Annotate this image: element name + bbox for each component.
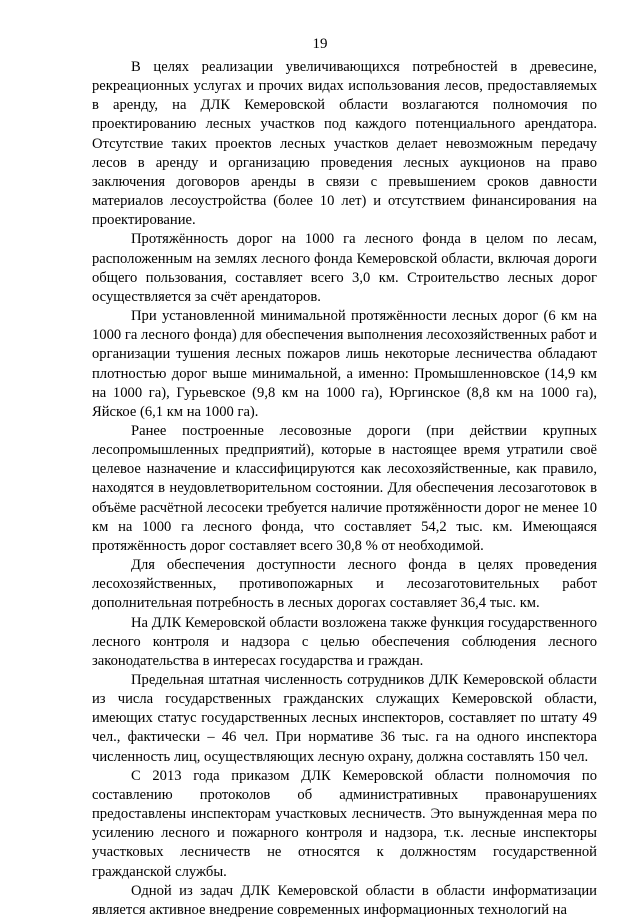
paragraph-road-length: Протяжённость дорог на 1000 га лесного фонда в целом по лесам, расположенным на землях лесного фонда Кемеровской области, включая дороги общего пользования, составляет всего 3,0 км. Строительство лесных дорог осуществляется за счёт арендаторов. xyxy=(92,231,597,305)
paragraph-road-density: При установленной минимальной протяжённости лесных дорог (6 км на 1000 га лесного фонда) для обеспечения выполнения лесохозяйственных работ и организации тушения лесных пожаров лишь некоторые лесничества обладают плотностью дорог выше минимальной, а именно: Промышленновское (14,9 км на 1000 га), Гурьевское (9,8 км на 1000 га), Юргинское (8,8 км на 1000 га), Яйское (6,1 км на 1000 га). xyxy=(92,308,597,420)
paragraph-road-demand: Для обеспечения доступности лесного фонда в целях проведения лесохозяйственных, противопожарных и лесозаготовительных работ дополнительная потребность в лесных дорогах составляет 36,4 тыс. км. xyxy=(92,557,597,612)
document-body xyxy=(92,58,597,920)
page-number: 19 xyxy=(312,36,328,52)
paragraph-forest-control: На ДЛК Кемеровской области возложена также функция государственного лесного контроля и надзора с целью обеспечения соблюдения лесного законодательства в интересах государства и граждан. xyxy=(92,614,597,669)
paragraph-logging-roads: Ранее построенные лесовозные дороги (при действии крупных лесопромышленных предприятий), которые в настоящее время утратили своё целевое назначение и классифицируются как лесохозяйственные, как правило, находятся в неудовлетворительном состоянии. Для обеспечения лесозаготовок в объёме расчётной лесосеки требуется наличие протяжённости дорог не менее 10 км на 1000 га лесного фонда, что составляет 54,2 тыс. км. Имеющаяся протяжённость дорог составляет всего 30,8 % от необходимой. xyxy=(92,422,597,554)
paragraph-protocols: С 2013 года приказом ДЛК Кемеровской области полномочия по составлению протоколов об административных правонарушениях предоставлены инспекторам участковых лесничеств. Это вынужденная мера по усилению лесного и пожарного контроля и надзора, т.к. лесные инспекторы участковых лесничеств не относятся к должностям государственной гражданской службы. xyxy=(92,767,597,880)
paragraph-staffing: Предельная штатная численность сотрудников ДЛК Кемеровской области из числа государственных гражданских служащих Кемеровской области, имеющих статус государственных лесных инспекторов, составляет по штату 49 чел., фактически – 46 чел. При нормативе 36 тыс. га на одного инспектора численность лиц, осуществляющих лесную охрану, должна составлять 150 чел. xyxy=(92,672,597,765)
paragraph-informatization: Одной из задач ДЛК Кемеровской области в области информатизации является активное внедрение современных информационных технологий на xyxy=(92,882,597,918)
paragraph-lease-design: В целях реализации увеличивающихся потребностей в древесине, рекреационных услугах и прочих видах использования лесов, предоставляемых в аренду, на ДЛК Кемеровской области возлагаются полномочия по проектированию лесных участков под каждого потенциального арендатора. Отсутствие таких проектов лесных участков делает невозможным передачу лесов в аренду и организацию проведения лесных аукционов на право заключения договоров аренды в связи с превышением сроков давности материалов лесоустройства (более 10 лет) и отсутствием финансирования на проектирование. xyxy=(92,59,597,229)
